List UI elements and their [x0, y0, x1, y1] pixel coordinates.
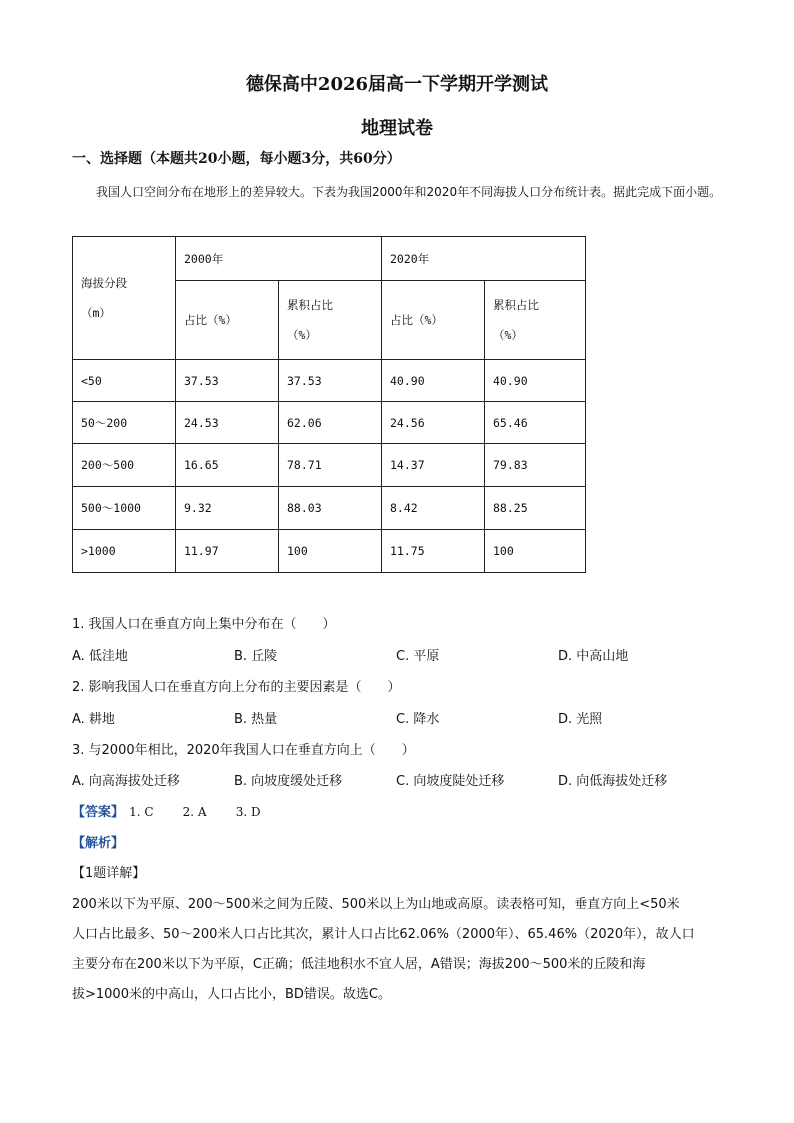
- share-2000-cell: 9.32: [176, 487, 279, 530]
- elevation-header-unit: （m）: [81, 306, 111, 320]
- question-1-option-d[interactable]: D. 中高山地: [558, 649, 629, 664]
- answer-tag: 【答案】: [72, 805, 125, 820]
- cumulative-2000-label: 累积占比: [287, 298, 333, 312]
- range-cell: 200～500: [73, 444, 176, 487]
- table-row: [73, 530, 586, 573]
- exam-title: 德保高中2026届高一下学期开学测试: [245, 74, 549, 95]
- elevation-header-label: 海拔分段: [81, 276, 127, 290]
- answer-item: 3. D: [235, 805, 261, 819]
- cumulative-2000-cell: 62.06: [279, 402, 382, 444]
- cumulative-2020-cell: 79.83: [485, 444, 586, 487]
- elevation-header-cell: [73, 237, 176, 360]
- share-2020-cell: 8.42: [382, 487, 485, 530]
- share-2020-cell: 24.56: [382, 402, 485, 444]
- explanation-line: 主要分布在200米以下为平原，C正确；低洼地积水不宜人居，A错误；海拔200～500米的丘陵和海: [72, 957, 646, 972]
- elevation-population-table: [72, 236, 586, 573]
- question-1-option-a[interactable]: A. 低洼地: [72, 649, 128, 664]
- question-1-option-b[interactable]: B. 丘陵: [234, 649, 278, 664]
- question-3-option-c[interactable]: C. 向坡度陡处迁移: [396, 774, 505, 789]
- range-cell: >1000: [73, 530, 176, 573]
- table-row: [73, 444, 586, 487]
- year-2000-header: 2000年: [176, 237, 382, 281]
- share-2020-cell: 11.75: [382, 530, 485, 573]
- cumulative-2020-unit: （%）: [493, 328, 523, 342]
- explanation-line: 200米以下为平原、200～500米之间为丘陵、500米以上为山地或高原。读表格可知，垂直方向上<50米: [72, 897, 680, 912]
- question-2-option-a[interactable]: A. 耕地: [72, 712, 115, 727]
- cumulative-2020-header: [485, 281, 586, 360]
- cumulative-2000-cell: 100: [279, 530, 382, 573]
- question-3-option-d[interactable]: D. 向低海拔处迁移: [558, 774, 668, 789]
- share-2020-cell: 14.37: [382, 444, 485, 487]
- cumulative-2000-unit: （%）: [287, 328, 317, 342]
- intro-paragraph: 我国人口空间分布在地形上的差异较大。下表为我国2000年和2020年不同海拔人口分布统计表。据此完成下面小题。: [96, 185, 722, 199]
- table-row: [73, 360, 586, 402]
- cumulative-2000-cell: 37.53: [279, 360, 382, 402]
- explanation-line: 人口占比最多、50～200米人口占比其次，累计人口占比62.06%（2000年）、65.46%（2020年），故人口: [72, 927, 695, 942]
- cumulative-2000-header: [279, 281, 382, 360]
- answer-item: 2. A: [182, 805, 207, 819]
- exam-subtitle: 地理试卷: [361, 118, 433, 139]
- cumulative-2000-cell: 78.71: [279, 444, 382, 487]
- cumulative-2020-cell: 88.25: [485, 487, 586, 530]
- answer-item: 1. C: [129, 805, 154, 819]
- share-2000-cell: 24.53: [176, 402, 279, 444]
- answer-line: [72, 801, 261, 820]
- cumulative-2020-label: 累积占比: [493, 298, 539, 312]
- range-cell: 50～200: [73, 402, 176, 444]
- question-1-option-c[interactable]: C. 平原: [396, 649, 440, 664]
- question-3-option-b[interactable]: B. 向坡度缓处迁移: [234, 774, 343, 789]
- range-cell: 500～1000: [73, 487, 176, 530]
- range-cell: <50: [73, 360, 176, 402]
- analysis-tag: 【解析】: [72, 836, 125, 851]
- question-1-stem: 1. 我国人口在垂直方向上集中分布在（ ）: [72, 617, 336, 632]
- explanation-line: 拔>1000米的中高山，人口占比小，BD错误。故选C。: [72, 987, 391, 1002]
- share-2000-cell: 11.97: [176, 530, 279, 573]
- table-row: [73, 487, 586, 530]
- explanation-paragraph: [72, 890, 722, 1010]
- year-2020-header: 2020年: [382, 237, 586, 281]
- question-2-option-c[interactable]: C. 降水: [396, 712, 440, 727]
- detail-heading: 【1题详解】: [72, 866, 146, 881]
- share-2020-cell: 40.90: [382, 360, 485, 402]
- question-2-stem: 2. 影响我国人口在垂直方向上分布的主要因素是（ ）: [72, 680, 401, 695]
- share-2020-header: 占比（%）: [382, 281, 485, 360]
- question-3-stem: 3. 与2000年相比，2020年我国人口在垂直方向上（ ）: [72, 743, 415, 758]
- question-2-option-d[interactable]: D. 光照: [558, 712, 603, 727]
- cumulative-2020-cell: 40.90: [485, 360, 586, 402]
- question-2-option-b[interactable]: B. 热量: [234, 712, 278, 727]
- share-2000-cell: 37.53: [176, 360, 279, 402]
- section-heading: 一、选择题（本题共20小题，每小题3分，共60分）: [72, 151, 401, 167]
- cumulative-2000-cell: 88.03: [279, 487, 382, 530]
- cumulative-2020-cell: 65.46: [485, 402, 586, 444]
- cumulative-2020-cell: 100: [485, 530, 586, 573]
- share-2000-header: 占比（%）: [176, 281, 279, 360]
- question-3-option-a[interactable]: A. 向高海拔处迁移: [72, 774, 180, 789]
- share-2000-cell: 16.65: [176, 444, 279, 487]
- table-row: [73, 402, 586, 444]
